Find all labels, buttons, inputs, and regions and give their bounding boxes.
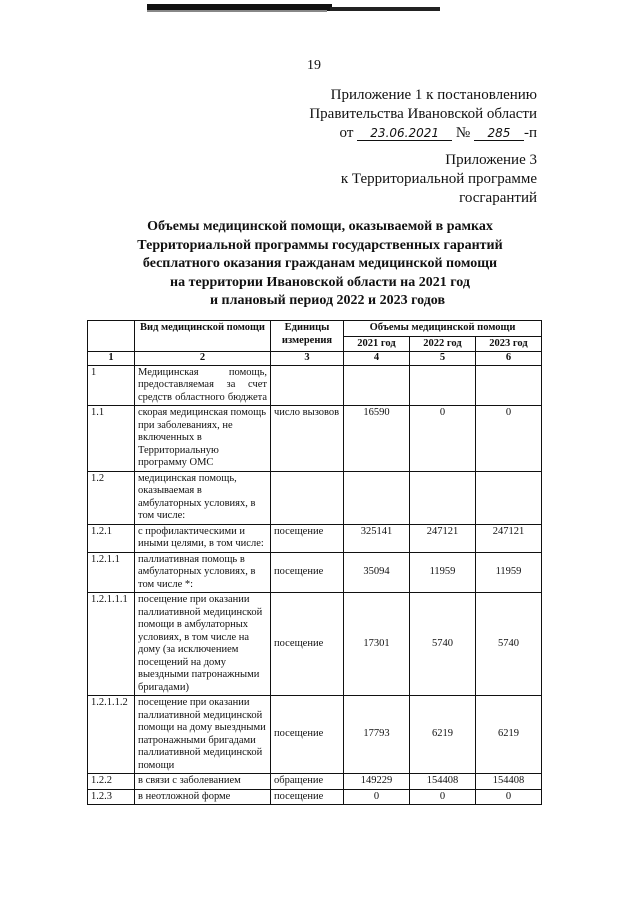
header-code (88, 321, 135, 352)
row-value-2022: 6219 (410, 696, 476, 774)
appendix-3-header (341, 151, 537, 208)
handwritten-date: 23.06.2021 (357, 126, 452, 141)
row-code: 1.2.1.1.2 (88, 696, 135, 774)
medical-volumes-table (87, 320, 542, 805)
row-code: 1.2 (88, 471, 135, 524)
title-line: и плановый период 2022 и 2023 годов (209, 293, 446, 308)
row-code: 1.2.1.1 (88, 552, 135, 593)
column-number: 2 (135, 352, 271, 366)
row-unit: посещение (271, 593, 344, 696)
number-suffix: -п (523, 125, 537, 141)
header-2023: 2023 год (476, 336, 542, 352)
title-line: Территориальной программы государственных гарантий (137, 237, 503, 253)
row-unit: обращение (271, 774, 344, 790)
row-value-2023: 6219 (476, 696, 542, 774)
table-row (88, 593, 542, 696)
table-row (88, 406, 542, 472)
title-line: Объемы медицинской помощи, оказываемой в рамках (147, 219, 493, 234)
table-header-row (88, 321, 542, 337)
row-unit: посещение (271, 696, 344, 774)
header-volumes: Объемы медицинской помощи (344, 321, 542, 337)
row-type: медицинская помощь, оказываемая в амбулаторных условиях, в том числе: (135, 471, 271, 524)
title-line: на территории Ивановской области на 2021 год (170, 274, 470, 290)
row-type: посещение при оказании паллиативной медицинской помощи в амбулаторных условиях, в том числе на дому (за исключением посещений на дому выездными патронажными бригадами) (135, 593, 271, 696)
row-value-2021: 16590 (344, 406, 410, 472)
header-2022: 2022 год (410, 336, 476, 352)
row-code: 1.2.3 (88, 789, 135, 805)
table-row (88, 789, 542, 805)
row-value-2023 (476, 365, 542, 406)
row-value-2023: 154408 (476, 774, 542, 790)
row-code: 1.2.2 (88, 774, 135, 790)
appendix-3-line3: госгарантий (459, 190, 537, 206)
column-number: 5 (410, 352, 476, 366)
row-value-2022 (410, 365, 476, 406)
column-number: 4 (344, 352, 410, 366)
document-title (100, 218, 540, 311)
row-code: 1.2.1.1.1 (88, 593, 135, 696)
row-code: 1.2.1 (88, 524, 135, 552)
row-value-2023: 11959 (476, 552, 542, 593)
row-unit: посещение (271, 789, 344, 805)
row-code: 1.1 (88, 406, 135, 472)
row-type: паллиативная помощь в амбулаторных условиях, в том числе *: (135, 552, 271, 593)
row-value-2022: 5740 (410, 593, 476, 696)
row-value-2023: 0 (476, 406, 542, 472)
row-type: скорая медицинская помощь при заболеваниях, не включенных в Территориальную программу ОМС (135, 406, 271, 472)
title-line: бесплатного оказания гражданам медицинской помощи (142, 256, 498, 271)
scan-artifact-bar (330, 7, 440, 11)
appendix-3-line1: Приложение 3 (445, 152, 537, 168)
row-unit (271, 365, 344, 406)
header-type: Вид медицинской помощи (135, 321, 271, 352)
row-value-2022: 154408 (410, 774, 476, 790)
header-unit: Единицы измерения (271, 321, 344, 352)
row-type: в неотложной форме (135, 789, 271, 805)
row-value-2022: 11959 (410, 552, 476, 593)
row-value-2021: 0 (344, 789, 410, 805)
appendix-1-line2: Правительства Ивановской области (309, 106, 537, 122)
row-value-2021 (344, 471, 410, 524)
appendix-1-line1: Приложение 1 к постановлению (330, 87, 537, 103)
appendix-1-date-line (309, 124, 537, 143)
column-number-row (88, 352, 542, 366)
handwritten-number: 285 (474, 126, 524, 141)
row-unit: число вызовов (271, 406, 344, 472)
column-number: 3 (271, 352, 344, 366)
column-number: 6 (476, 352, 542, 366)
appendix-1-header (309, 86, 537, 143)
table-row (88, 696, 542, 774)
row-code: 1 (88, 365, 135, 406)
number-prefix: № (455, 125, 471, 141)
row-type: посещение при оказании паллиативной медицинской помощи на дому выездными патронажными бригадами паллиативной медицинской помощи (135, 696, 271, 774)
row-value-2022: 0 (410, 789, 476, 805)
row-value-2023: 5740 (476, 593, 542, 696)
page-number: 19 (307, 58, 321, 73)
appendix-3-line2: к Территориальной программе (340, 171, 537, 187)
row-unit (271, 471, 344, 524)
scan-artifact-bar (147, 10, 327, 12)
row-type: Медицинская помощь, предоставляемая за счет средств областного бюджета (135, 365, 271, 406)
row-unit: посещение (271, 524, 344, 552)
table-row (88, 471, 542, 524)
row-value-2023: 0 (476, 789, 542, 805)
row-value-2022: 0 (410, 406, 476, 472)
row-value-2022: 247121 (410, 524, 476, 552)
row-type: с профилактическими и иными целями, в том числе: (135, 524, 271, 552)
row-value-2021: 149229 (344, 774, 410, 790)
row-value-2021 (344, 365, 410, 406)
row-value-2021: 17301 (344, 593, 410, 696)
table-row (88, 524, 542, 552)
column-number: 1 (88, 352, 135, 366)
row-value-2021: 35094 (344, 552, 410, 593)
row-value-2021: 325141 (344, 524, 410, 552)
row-value-2023: 247121 (476, 524, 542, 552)
table-row (88, 365, 542, 406)
table-row (88, 774, 542, 790)
table-row (88, 552, 542, 593)
date-prefix: от (339, 125, 354, 141)
row-unit: посещение (271, 552, 344, 593)
row-value-2021: 17793 (344, 696, 410, 774)
row-value-2022 (410, 471, 476, 524)
header-2021: 2021 год (344, 336, 410, 352)
row-type: в связи с заболеванием (135, 774, 271, 790)
row-value-2023 (476, 471, 542, 524)
